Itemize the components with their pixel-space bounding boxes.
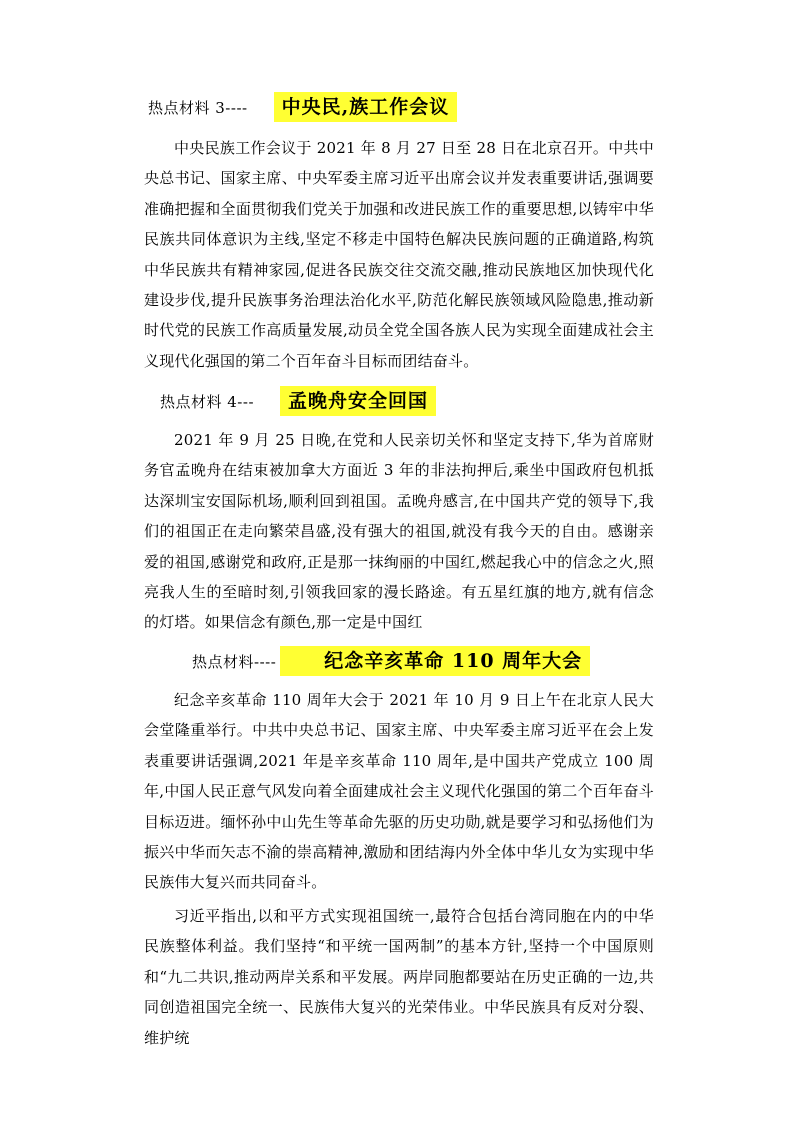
section-heading-3	[148, 89, 457, 125]
section-paragraph: 习近平指出,以和平方式实现祖国统一,最符合包括台湾同胞在内的中华民族整体利益。我们坚持“和平统一国两制”的基本方针,坚持一个中国原则和“九二共识,推动两岸关系和平发展。两岸同胞都要站在历史正确的一边,共同创造祖国完全统一、民族伟大复兴的光荣伟业。中华民族具有反对分裂、维护统	[144, 907, 654, 1047]
section-title: 纪念辛亥革命 110 周年大会	[280, 646, 590, 676]
section-heading-4	[160, 383, 436, 419]
section-heading-5	[192, 643, 590, 679]
section-label: 热点材料 3----	[148, 98, 248, 117]
section-label: 热点材料----	[192, 652, 277, 671]
section-title: 孟晚舟安全回国	[280, 386, 436, 416]
section-paragraph: 中央民族工作会议于 2021 年 8 月 27 日至 28 日在北京召开。中共中央总书记、国家主席、中央军委主席习近平出席会议并发表重要讲话,强调要准确把握和全面贯彻我们党关于加强和改进民族工作的重要思想,以铸牢中华民族共同体意识为主线,坚定不移走中国特色解决民族问题的正确道路,构筑中华民族共有精神家园,促进各民族交往交流交融,推动民族地区加快现代化建设步伐,提升民族事务治理法治化水平,防范化解民族领域风险隐患,推动新时代党的民族工作高质量发展,动员全党全国各族人民为实现全面建成社会主义现代化强国的第二个百年奋斗目标而团结奋斗。	[144, 139, 654, 370]
section-label: 热点材料 4---	[160, 392, 255, 411]
section-paragraph: 2021 年 9 月 25 日晚,在党和人民亲切关怀和坚定支持下,华为首席财务官孟晚舟在结束被加拿大方面近 3 年的非法拘押后,乘坐中国政府包机抵达深圳宝安国际机场,顺利回到祖国。孟晚舟感言,在中国共产党的领导下,我们的祖国正在走向繁荣昌盛,没有强大的祖国,就没有我今天的自由。感谢亲爱的祖国,感谢党和政府,正是那一抹绚丽的中国红,燃起我心中的信念之火,照亮我人生的至暗时刻,引领我回家的漫长路途。有五星红旗的地方,就有信念的灯塔。如果信念有颜色,那一定是中国红	[144, 431, 654, 632]
section-paragraph: 纪念辛亥革命 110 周年大会于 2021 年 10 月 9 日上午在北京人民大会堂隆重举行。中共中央总书记、国家主席、中央军委主席习近平在会上发表重要讲话强调,2021 年是辛亥革命 110 周年,是中国共产党成立 100 周年,中国人民正意气风发向着全面建成社会主义现代化强国的第二个百年奋斗目标迈进。缅怀孙中山先生等革命先驱的历史功勋,就是要学习和弘扬他们为振兴中华而矢志不渝的崇高精神,激励和团结海内外全体中华儿女为实现中华民族伟大复兴而共同奋斗。	[144, 691, 654, 892]
section-title: 中央民,族工作会议	[274, 92, 458, 122]
